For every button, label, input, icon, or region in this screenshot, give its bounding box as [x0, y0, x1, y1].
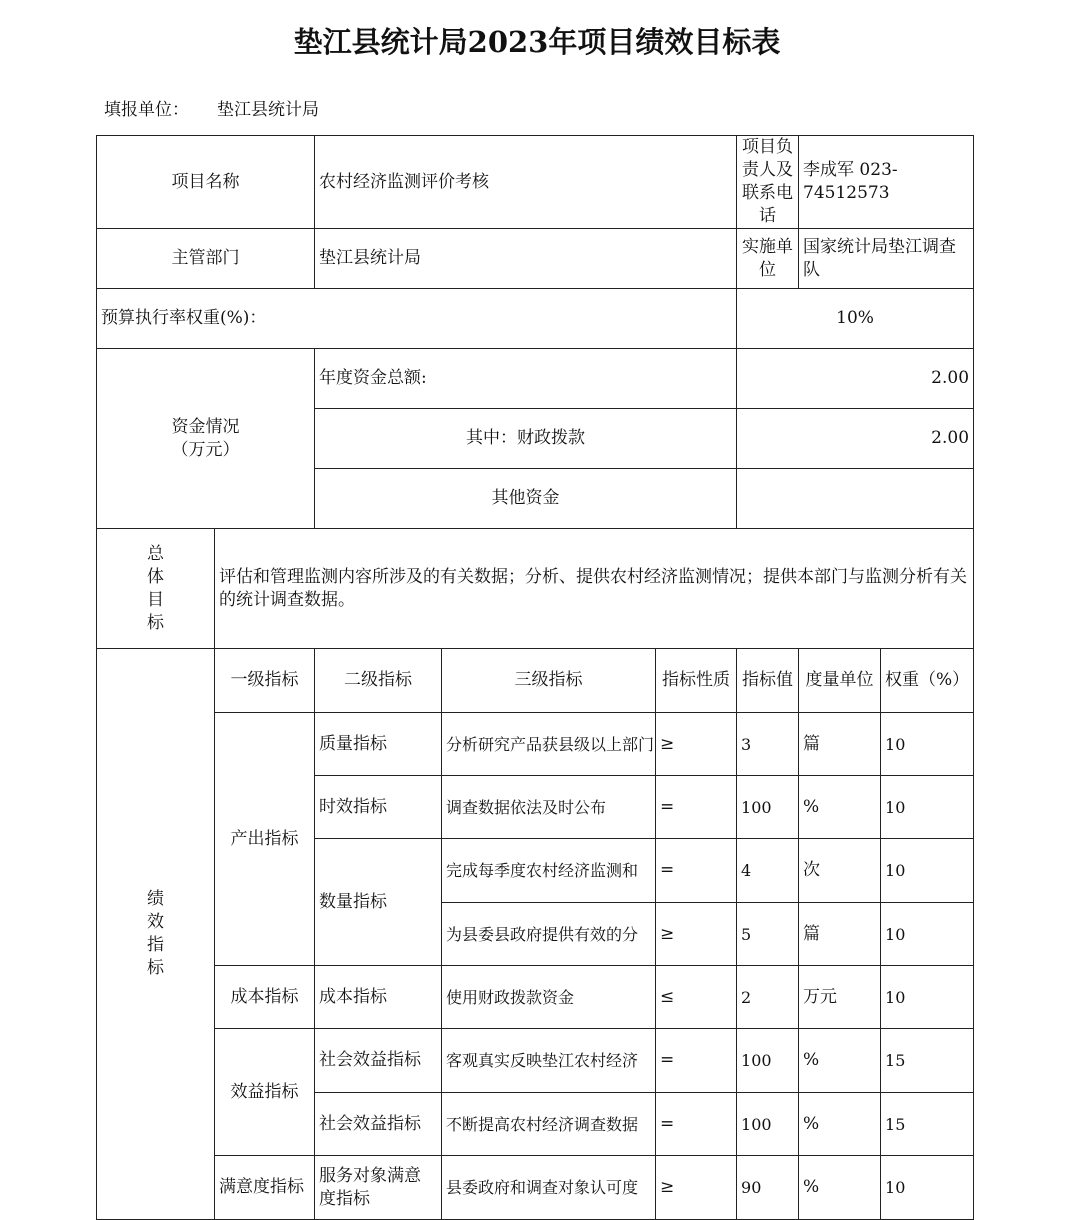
unit-cell: %: [799, 1093, 881, 1156]
level3-cell: 完成每季度农村经济监测和: [442, 839, 656, 903]
nature-cell: ≥: [656, 1156, 737, 1220]
group-benefit: 效益指标: [215, 1029, 315, 1156]
indicators-char: 标: [147, 958, 164, 978]
nature-cell: =: [656, 1029, 737, 1093]
other-funds-value: [737, 469, 974, 529]
weight-cell: 10: [881, 713, 974, 776]
level2-cell: 服务对象满意度指标: [315, 1156, 442, 1220]
level2-cell: 成本指标: [315, 966, 442, 1029]
level3-cell: 县委政府和调查对象认可度: [442, 1156, 656, 1220]
budget-rate-value: 10%: [737, 289, 974, 349]
indicators-label: [97, 649, 215, 1220]
weight-cell: 15: [881, 1029, 974, 1093]
level2-cell: 社会效益指标: [315, 1093, 442, 1156]
value-cell: 100: [737, 1093, 799, 1156]
header-unit: 度量单位: [799, 649, 881, 713]
nature-cell: ≥: [656, 713, 737, 776]
dept-label: 主管部门: [97, 229, 315, 289]
performance-table: [96, 135, 974, 1220]
group-cost: 成本指标: [215, 966, 315, 1029]
level3-cell: 不断提高农村经济调查数据: [442, 1093, 656, 1156]
nature-cell: =: [656, 776, 737, 839]
funds-label-line2: （万元）: [171, 439, 240, 460]
overall-goal-char: 总: [147, 543, 164, 564]
value-cell: 4: [737, 839, 799, 903]
indicators-char: 绩: [147, 889, 164, 909]
value-cell: 100: [737, 1029, 799, 1093]
other-funds-label: 其他资金: [315, 469, 737, 529]
funds-label-line1: 资金情况: [171, 416, 240, 437]
impl-label: 实施单位: [737, 229, 799, 289]
page-title: 垫江县统计局2023年项目绩效目标表: [293, 25, 781, 59]
group-output: 产出指标: [215, 713, 315, 966]
nature-cell: ≤: [656, 966, 737, 1029]
fill-unit: [104, 95, 319, 120]
value-cell: 2: [737, 966, 799, 1029]
value-cell: 5: [737, 903, 799, 966]
header-weight: 权重（%）: [881, 649, 974, 713]
group-satisfaction: 满意度指标: [215, 1156, 315, 1220]
fiscal-funds-label: 其中：财政拨款: [315, 409, 737, 469]
level3-cell: 调查数据依法及时公布: [442, 776, 656, 839]
level3-cell: 使用财政拨款资金: [442, 966, 656, 1029]
unit-cell: 次: [799, 839, 881, 903]
indicators-char: 效: [147, 912, 164, 932]
unit-cell: %: [799, 1029, 881, 1093]
level2-cell: 社会效益指标: [315, 1029, 442, 1093]
level3-cell: 客观真实反映垫江农村经济: [442, 1029, 656, 1093]
level2-cell: 时效指标: [315, 776, 442, 839]
unit-cell: 万元: [799, 966, 881, 1029]
budget-rate-label: 预算执行率权重(%)：: [97, 289, 737, 349]
value-cell: 3: [737, 713, 799, 776]
manager-value: 李成军 023-74512573: [799, 136, 974, 229]
fill-unit-value: 垫江县统计局: [217, 100, 319, 120]
project-name-value: 农村经济监测评价考核: [315, 136, 737, 229]
nature-cell: ≥: [656, 903, 737, 966]
header-level2: 二级指标: [315, 649, 442, 713]
annual-funds-label: 年度资金总额:: [315, 349, 737, 409]
weight-cell: 10: [881, 839, 974, 903]
unit-cell: 篇: [799, 903, 881, 966]
nature-cell: =: [656, 1093, 737, 1156]
fiscal-funds-value: 2.00: [737, 409, 974, 469]
project-name-label: 项目名称: [97, 136, 315, 229]
manager-label: 项目负责人及联系电话: [737, 136, 799, 229]
level3-cell: 为县委县政府提供有效的分: [442, 903, 656, 966]
unit-cell: %: [799, 776, 881, 839]
level3-cell: 分析研究产品获县级以上部门: [442, 713, 656, 776]
level2-cell: 质量指标: [315, 713, 442, 776]
annual-funds-value: 2.00: [737, 349, 974, 409]
impl-value: 国家统计局垫江调查队: [799, 229, 974, 289]
weight-cell: 10: [881, 903, 974, 966]
header-level3: 三级指标: [442, 649, 656, 713]
overall-goal-char: 体: [147, 566, 164, 587]
unit-cell: 篇: [799, 713, 881, 776]
overall-goal-label: [97, 529, 215, 649]
nature-cell: =: [656, 839, 737, 903]
funds-label: [97, 349, 315, 529]
unit-cell: %: [799, 1156, 881, 1220]
value-cell: 100: [737, 776, 799, 839]
dept-value: 垫江县统计局: [315, 229, 737, 289]
value-cell: 90: [737, 1156, 799, 1220]
header-level1: 一级指标: [215, 649, 315, 713]
weight-cell: 10: [881, 966, 974, 1029]
header-value: 指标值: [737, 649, 799, 713]
weight-cell: 10: [881, 1156, 974, 1220]
header-nature: 指标性质: [656, 649, 737, 713]
weight-cell: 15: [881, 1093, 974, 1156]
overall-goal-text: 评估和管理监测内容所涉及的有关数据；分析、提供农村经济监测情况；提供本部门与监测分析有关的统计调查数据。: [215, 529, 974, 649]
level2-cell: 数量指标: [315, 839, 442, 966]
overall-goal-char: 目: [147, 589, 164, 610]
weight-cell: 10: [881, 776, 974, 839]
indicators-char: 指: [147, 935, 164, 955]
fill-unit-label: 填报单位：: [104, 100, 189, 120]
overall-goal-char: 标: [147, 612, 164, 633]
